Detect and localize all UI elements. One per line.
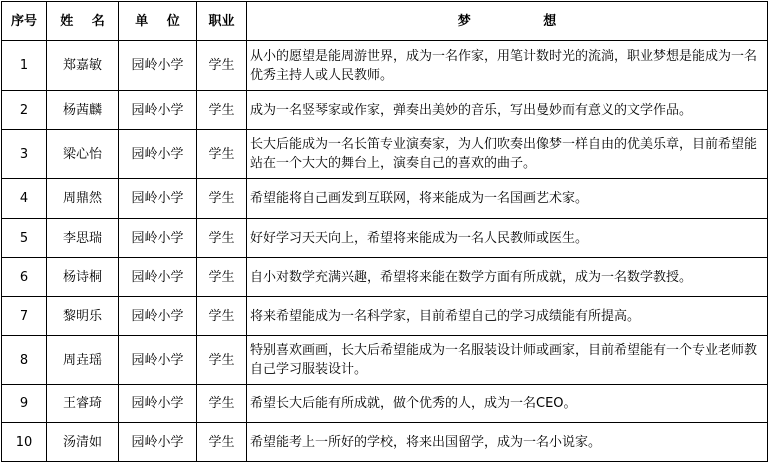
cell-job: 学生 (197, 297, 247, 336)
cell-job: 学生 (197, 423, 247, 462)
cell-index: 3 (2, 130, 47, 179)
header-row (2, 2, 768, 41)
table-row (2, 423, 768, 462)
cell-job: 学生 (197, 179, 247, 219)
cell-dream: 自小对数学充满兴趣，希望将来能在数学方面有所成就，成为一名数学教授。 (247, 258, 768, 297)
cell-job: 学生 (197, 41, 247, 91)
header-name: 姓 名 (47, 2, 119, 41)
cell-dream: 希望能将自己画发到互联网，将来能成为一名国画艺术家。 (247, 179, 768, 219)
cell-unit: 园岭小学 (119, 179, 197, 219)
cell-dream: 成为一名竖琴家或作家，弹奏出美妙的音乐，写出曼妙而有意义的文学作品。 (247, 91, 768, 130)
cell-unit: 园岭小学 (119, 385, 197, 423)
cell-job: 学生 (197, 385, 247, 423)
cell-dream: 希望能考上一所好的学校，将来出国留学，成为一名小说家。 (247, 423, 768, 462)
cell-unit: 园岭小学 (119, 423, 197, 462)
cell-unit: 园岭小学 (119, 130, 197, 179)
header-job: 职业 (197, 2, 247, 41)
cell-index: 8 (2, 336, 47, 385)
cell-name: 杨茜麟 (47, 91, 119, 130)
cell-index: 6 (2, 258, 47, 297)
cell-job: 学生 (197, 130, 247, 179)
header-index: 序号 (2, 2, 47, 41)
cell-dream: 好好学习天天向上，希望将来能成为一名人民教师或医生。 (247, 219, 768, 258)
cell-name: 周垚瑶 (47, 336, 119, 385)
cell-unit: 园岭小学 (119, 41, 197, 91)
cell-index: 4 (2, 179, 47, 219)
header-unit: 单 位 (119, 2, 197, 41)
cell-unit: 园岭小学 (119, 91, 197, 130)
cell-name: 梁心怡 (47, 130, 119, 179)
cell-job: 学生 (197, 219, 247, 258)
cell-index: 10 (2, 423, 47, 462)
cell-name: 周鼎然 (47, 179, 119, 219)
cell-index: 1 (2, 41, 47, 91)
table-row (2, 385, 768, 423)
table-row (2, 336, 768, 385)
table-row (2, 130, 768, 179)
cell-index: 9 (2, 385, 47, 423)
cell-unit: 园岭小学 (119, 336, 197, 385)
cell-dream: 从小的愿望是能周游世界，成为一名作家，用笔计数时光的流淌，职业梦想是能成为一名优秀主持人或人民教师。 (247, 41, 768, 91)
cell-name: 黎明乐 (47, 297, 119, 336)
cell-dream: 长大后能成为一名长笛专业演奏家，为人们吹奏出像梦一样自由的优美乐章，目前希望能站在一个大大的舞台上，演奏自己的喜欢的曲子。 (247, 130, 768, 179)
cell-index: 7 (2, 297, 47, 336)
table-row (2, 41, 768, 91)
table-row (2, 297, 768, 336)
dream-table (1, 1, 768, 462)
cell-unit: 园岭小学 (119, 219, 197, 258)
table-row (2, 179, 768, 219)
table-row (2, 91, 768, 130)
cell-job: 学生 (197, 91, 247, 130)
cell-dream: 希望长大后能有所成就，做个优秀的人，成为一名CEO。 (247, 385, 768, 423)
cell-name: 郑嘉敏 (47, 41, 119, 91)
cell-index: 2 (2, 91, 47, 130)
cell-unit: 园岭小学 (119, 297, 197, 336)
cell-job: 学生 (197, 258, 247, 297)
cell-index: 5 (2, 219, 47, 258)
table-row (2, 258, 768, 297)
table-row (2, 219, 768, 258)
cell-unit: 园岭小学 (119, 258, 197, 297)
cell-name: 杨诗桐 (47, 258, 119, 297)
cell-name: 汤清如 (47, 423, 119, 462)
cell-dream: 将来希望能成为一名科学家，目前希望自己的学习成绩能有所提高。 (247, 297, 768, 336)
cell-name: 王睿琦 (47, 385, 119, 423)
cell-job: 学生 (197, 336, 247, 385)
header-dream: 梦 想 (247, 2, 768, 41)
cell-dream: 特别喜欢画画，长大后希望能成为一名服装设计师或画家，目前希望能有一个专业老师教自己学习服装设计。 (247, 336, 768, 385)
cell-name: 李思瑞 (47, 219, 119, 258)
